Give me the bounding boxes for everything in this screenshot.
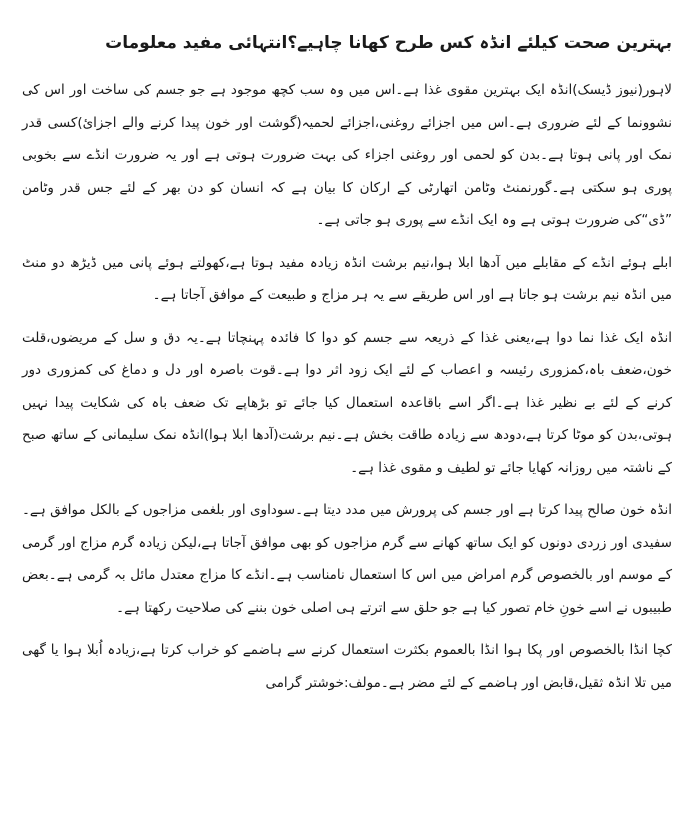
news-article [22,8,672,805]
article-paragraph: انڈہ ایک غذا نما دوا ہے،یعنی غذا کے ذریعہ سے جسم کو دوا کا فائدہ پہنچاتا ہے۔یہ دق و سل کے مریضوں،قلت خون،ضعف باہ،کمزوری رئیسہ و اعصاب کے لئے ایک زود اثر دوا ہے۔قوت باصرہ اور دل و دماغ کی کمزوری دور کرنے کے لئے بے نظیر غذا ہے۔اگر اسے باقاعدہ استعمال کیا جائے تو بڑھاپے تک ضعف باہ کی شکایت پیدا نہیں ہوتی،بدن کو موٹا کرتا ہے،دودھ سے زیادہ طاقت بخش ہے۔نیم برشت(آدھا ابلا ہوا)انڈہ نمک سلیمانی کے ساتھ صبح کے ناشتہ میں روزانہ کھایا جائے تو لطیف و مقوی غذا ہے۔ [22,329,672,476]
article-paragraph: ابلے ہوئے انڈے کے مقابلے میں آدھا ابلا ہوا،نیم برشت انڈہ زیادہ مفید ہوتا ہے،کھولتے ہوئے پانی میں ڈیڑھ دو منٹ میں انڈہ نیم برشت ہو جاتا ہے اور اس طریقے سے یہ ہر مزاج و طبیعت کے موافق آجاتا ہے۔ [22,254,672,303]
article-paragraph: کچا انڈا بالخصوص اور پکا ہوا انڈا بالعموم بکثرت استعمال کرنے سے ہاضمے کو خراب کرتا ہے،زیادہ اُبلا ہوا یا گھی میں تلا انڈہ ثقیل،قابض اور ہاضمے کے لئے مضر ہے۔مولف:خوشتر گرامی [22,642,672,691]
article-title: بہترین صحت کیلئے انڈہ کس طرح کھانا چاہیے؟انتہائی مفید معلومات [105,33,672,53]
article-paragraph: انڈہ خون صالح پیدا کرتا ہے اور جسم کی پرورش میں مدد دیتا ہے۔سوداوی اور بلغمی مزاجوں کے بالکل موافق ہے۔سفیدی اور زردی دونوں کو ایک ساتھ کھانے سے گرم مزاجوں کو بھی موافق آجاتا ہے،لیکن زیادہ گرم مزاج اور گرمی کے موسم اور بالخصوص گرم امراض میں اس کا استعمال نامناسب ہے۔انڈے کا مزاج معتدل مائل بہ گرمی ہے۔بعض طبیبوں نے اسے خونِ خام تصور کیا ہے جو حلق سے اترتے ہی اصلی خون بننے کی صلاحیت رکھتا ہے۔ [22,502,672,616]
article-paragraph: لاہور(نیوز ڈیسک)انڈہ ایک بہترین مقوی غذا ہے۔اس میں وہ سب کچھ موجود ہے جو جسم کی ساخت اور اس کی نشوونما کے لئے ضروری ہے۔اس میں اجزائے روغنی،اجزائے لحمیہ(گوشت اور خون پیدا کرنے والے اجزائ)کسی قدر نمک اور پانی ہوتا ہے۔بدن کو لحمی اور روغنی اجزاء کی بہت ضرورت ہوتی ہے اور یہ ضرورت انڈے سے بخوبی پوری ہو سکتی ہے۔گورنمنٹ وٹامن اتھارٹی کے ارکان کا بیان ہے کہ انسان کو دن بھر کے لئے جس قدر وٹامن ”ڈی“کی ضرورت ہوتی ہے وہ ایک انڈے سے پوری ہو جاتی ہے۔ [22,82,672,228]
